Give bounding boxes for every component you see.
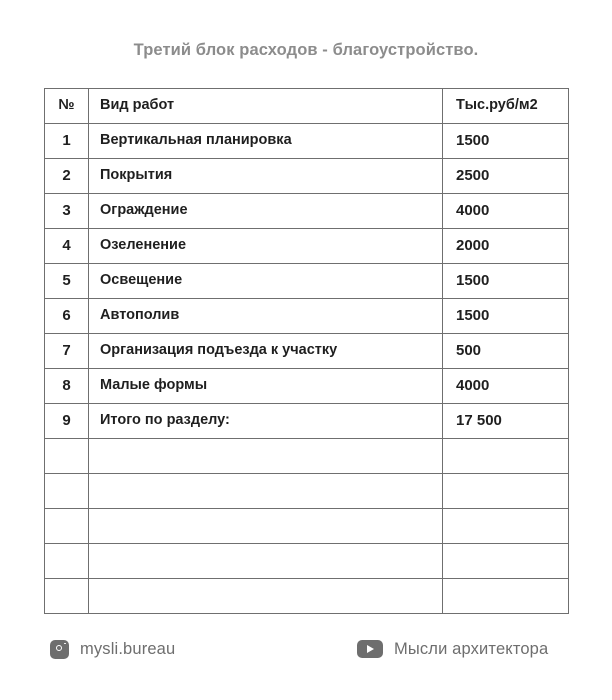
cell-work: Покрытия (89, 159, 443, 194)
cost-breakdown-table (44, 88, 569, 614)
cell-work: Освещение (89, 264, 443, 299)
social-link-youtube[interactable] (357, 633, 548, 665)
table-row-empty (45, 544, 569, 579)
cell-work (89, 509, 443, 544)
cell-price: 17 500 (443, 404, 569, 439)
cell-price: 2500 (443, 159, 569, 194)
instagram-handle: mysli.bureau (80, 639, 176, 658)
page-title: Третий блок расходов - благоустройство. (133, 41, 479, 59)
cell-work: Вертикальная планировка (89, 124, 443, 159)
youtube-channel-name: Мысли архитектора (394, 639, 549, 658)
table-row (45, 264, 569, 299)
cell-price (443, 439, 569, 474)
table-row (45, 194, 569, 229)
cell-price: 1500 (443, 264, 569, 299)
cell-work (89, 439, 443, 474)
cell-price: 4000 (443, 194, 569, 229)
cell-number: 1 (45, 124, 89, 159)
table-body (45, 89, 569, 614)
social-link-instagram[interactable] (50, 633, 175, 665)
cell-number (45, 474, 89, 509)
table-row (45, 369, 569, 404)
table-row-empty (45, 474, 569, 509)
cell-number (45, 439, 89, 474)
table-row (45, 404, 569, 439)
cell-work: Организация подъезда к участку (89, 334, 443, 369)
footer (0, 633, 612, 665)
column-header-price: Тыс.руб/м2 (443, 89, 569, 124)
cell-work: Ограждение (89, 194, 443, 229)
cell-number: 6 (45, 299, 89, 334)
cell-work: Малые формы (89, 369, 443, 404)
table-row-empty (45, 439, 569, 474)
column-header-work: Вид работ (89, 89, 443, 124)
column-header-number: № (45, 89, 89, 124)
cell-number: 9 (45, 404, 89, 439)
cell-work (89, 579, 443, 614)
cell-price: 2000 (443, 229, 569, 264)
table-row (45, 299, 569, 334)
cell-work: Автополив (89, 299, 443, 334)
cell-price (443, 474, 569, 509)
youtube-icon (357, 640, 383, 658)
cell-number: 4 (45, 229, 89, 264)
table-row (45, 334, 569, 369)
cell-number: 8 (45, 369, 89, 404)
cell-number: 7 (45, 334, 89, 369)
cell-price (443, 544, 569, 579)
table-row-empty (45, 509, 569, 544)
cell-number: 2 (45, 159, 89, 194)
table-row (45, 229, 569, 264)
cell-price (443, 509, 569, 544)
cell-price (443, 579, 569, 614)
cell-work: Озеленение (89, 229, 443, 264)
table-row (45, 124, 569, 159)
cell-price: 500 (443, 334, 569, 369)
cell-work (89, 544, 443, 579)
cell-price: 1500 (443, 299, 569, 334)
cell-work (89, 474, 443, 509)
cell-price: 1500 (443, 124, 569, 159)
cell-work: Итого по разделу: (89, 404, 443, 439)
table-header-row (45, 89, 569, 124)
cell-number (45, 579, 89, 614)
cell-number: 3 (45, 194, 89, 229)
table-row-empty (45, 579, 569, 614)
cell-number (45, 544, 89, 579)
cell-number: 5 (45, 264, 89, 299)
cell-number (45, 509, 89, 544)
table-row (45, 159, 569, 194)
cell-price: 4000 (443, 369, 569, 404)
instagram-icon (50, 640, 69, 659)
